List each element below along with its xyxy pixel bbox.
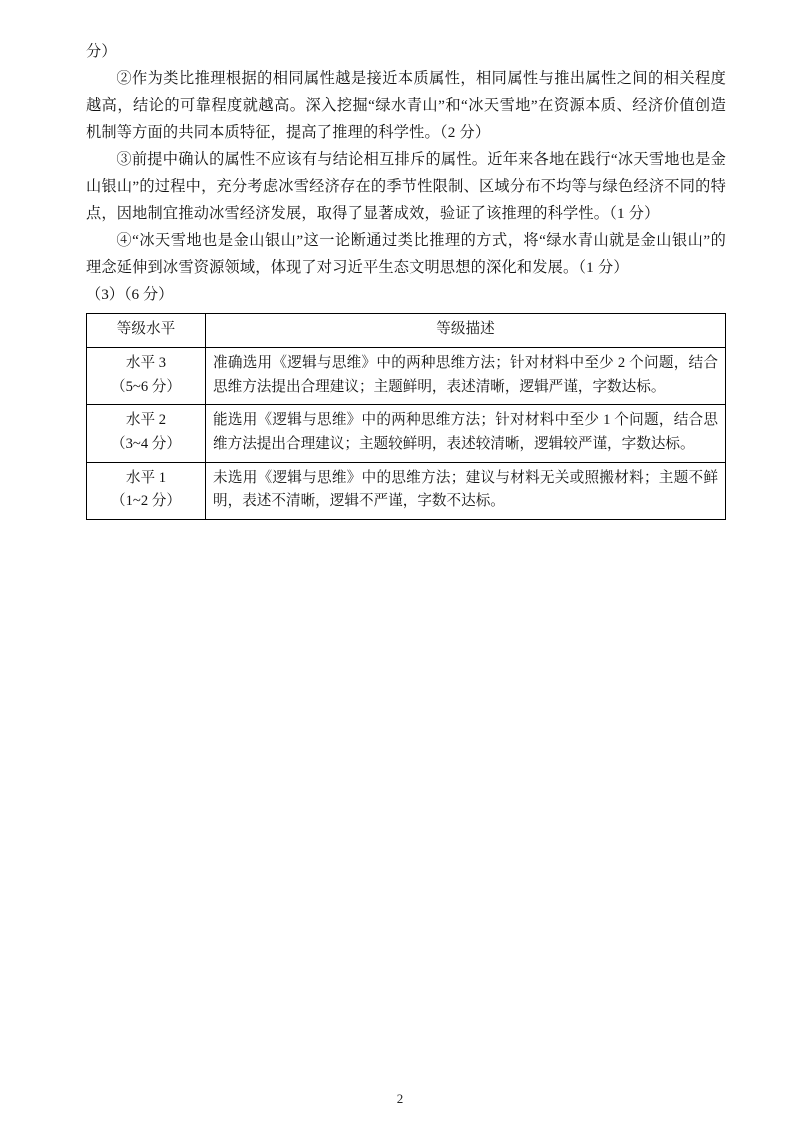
paragraph-point-3: ③前提中确认的属性不应该有与结论相互排斥的属性。近年来各地在践行“冰天雪地也是金山银山”的过程中，充分考虑冰雪经济存在的季节性限制、区域分布不均等与绿色经济不同的特点，因地制宜推动冰雪经济发展，取得了显著成效，验证了该推理的科学性。（1 分） <box>86 151 726 223</box>
level-score: （1~2 分） <box>111 493 181 510</box>
table-header-row <box>87 314 726 348</box>
question-3-label: （3）（6 分） <box>86 286 174 304</box>
cell-level-3 <box>87 348 206 405</box>
paragraph-point-4: ④“冰天雪地也是金山银山”这一论断通过类比推理的方式，将“绿水青山就是金山银山”的理念延伸到冰雪资源领域，体现了对习近平生态文明思想的深化和发展。（1 分） <box>86 232 726 277</box>
table-row <box>87 405 726 462</box>
table-row <box>87 348 726 405</box>
cell-description-3: 准确选用《逻辑与思维》中的两种思维方法；针对材料中至少 2 个问题，结合思维方法提出合理建议；主题鲜明，表述清晰，逻辑严谨，字数达标。 <box>206 348 726 405</box>
cell-level-1 <box>87 462 206 519</box>
page-number: 2 <box>396 1091 404 1106</box>
paragraph-continuation: 分） <box>86 43 117 60</box>
table-row <box>87 462 726 519</box>
level-score: （3~4 分） <box>111 436 181 453</box>
paragraph-point-2: ②作为类比推理根据的相同属性越是接近本质属性，相同属性与推出属性之间的相关程度越高，结论的可靠程度就越高。深入挖掘“绿水青山”和“冰天雪地”在资源本质、经济价值创造机制等方面的共同本质特征，提高了推理的科学性。（2 分） <box>86 70 726 142</box>
table-header-description: 等级描述 <box>206 314 726 348</box>
level-name: 水平 3 <box>125 355 167 372</box>
level-score: （5~6 分） <box>111 378 181 395</box>
level-name: 水平 2 <box>125 412 167 429</box>
level-name: 水平 1 <box>125 469 167 486</box>
table-header-level: 等级水平 <box>87 314 206 348</box>
cell-level-2 <box>87 405 206 462</box>
cell-description-2: 能选用《逻辑与思维》中的两种思维方法；针对材料中至少 1 个问题，结合思维方法提出合理建议；主题较鲜明，表述较清晰，逻辑较严谨，字数达标。 <box>206 405 726 462</box>
cell-description-1: 未选用《逻辑与思维》中的思维方法；建议与材料无关或照搬材料；主题不鲜明，表述不清晰，逻辑不严谨，字数不达标。 <box>206 462 726 519</box>
rubric-table <box>86 313 726 519</box>
